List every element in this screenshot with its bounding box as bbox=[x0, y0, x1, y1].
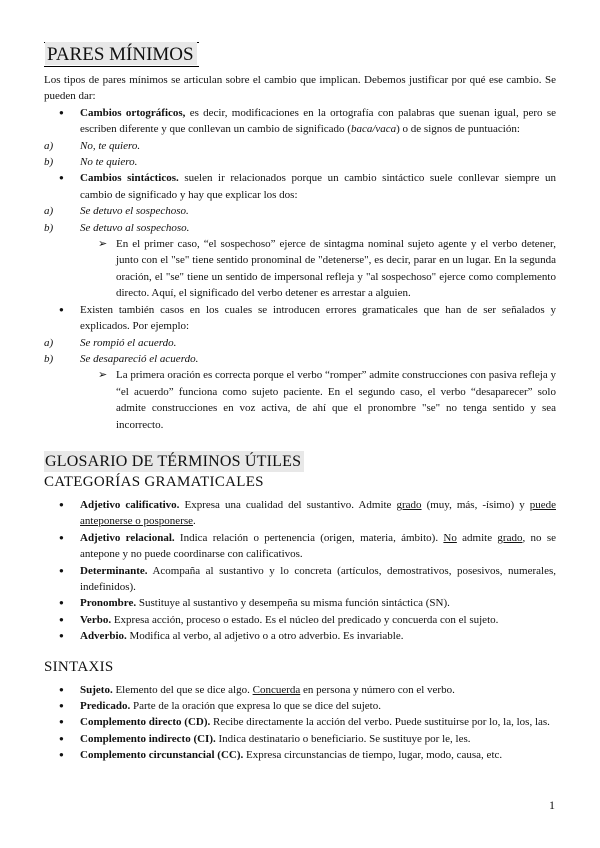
glossary-item-complemento-directo: ● Complemento directo (CD). Recibe directamente la acción del verbo. Puede sustituirse por lo, la, los, las. bbox=[44, 714, 556, 730]
bullet-cambios-sintacticos: ● Cambios sintácticos. suelen ir relacionados porque un cambio sintáctico suele conllevar siempre un cambio de significado y hay que explicar los dos: bbox=[44, 170, 556, 203]
example-item: b) No te quiero. bbox=[44, 156, 138, 169]
page-number: 1 bbox=[549, 798, 555, 812]
explanation-detener: ➢ En el primer caso, “el sospechoso” ejerce de sintagma nominal sujeto agente y el verbo detener, junto con el "se" tiene sentido pronominal de "detenerse", es decir, parar en un lugar. En la segunda oración, el "se" tiene un sentido de impersonal refleja y "al sospechoso" ejerce como complemento directo. Aquí, el significado del verbo detener es arrestar a alguien. bbox=[98, 238, 556, 300]
glossary-item-adjetivo-relacional: ● Adjetivo relacional. Indica relación o pertenencia (origen, materia, ámbito). No admite grado, no se antepone y no puede coordinarse con calificativos. bbox=[44, 530, 556, 563]
bullet-cambios-ortograficos: ● Cambios ortográficos, es decir, modificaciones en la ortografía con palabras que suenan igual, pero se escriben diferente y que conllevan un cambio de significado (baca/vaca) o de signos de puntuación: bbox=[44, 105, 556, 138]
section-glosario bbox=[44, 451, 556, 764]
document-page bbox=[44, 42, 556, 764]
example-item: a) No, te quiero. bbox=[44, 139, 141, 152]
example-item: a) Se detuvo el sospechoso. bbox=[44, 205, 189, 218]
glossary-item-complemento-circunstancial: ● Complemento circunstancial (CC). Expresa circunstancias de tiempo, lugar, modo, causa, etc. bbox=[44, 747, 556, 763]
arrow-icon: ➢ bbox=[98, 238, 108, 251]
intro-paragraph: Los tipos de pares mínimos se articulan sobre el cambio que implican. Debemos justificar por qué ese cambio. Se pueden dar: bbox=[44, 74, 556, 103]
section-title-pares-minimos: PARES MÍNIMOS bbox=[44, 42, 199, 67]
glossary-item-determinante: ● Determinante. Acompaña al sustantivo y lo concreta (artículos, demostrativos, posesivos, numerales, indefinidos). bbox=[44, 563, 556, 596]
example-item: b) Se desapareció el acuerdo. bbox=[44, 352, 199, 365]
glossary-item-predicado: ● Predicado. Parte de la oración que expresa lo que se dice del sujeto. bbox=[44, 698, 556, 714]
glossary-item-adverbio: ● Adverbio. Modifica al verbo, al adjetivo o a otro adverbio. Es invariable. bbox=[44, 628, 556, 644]
arrow-icon: ➢ bbox=[98, 369, 108, 382]
glossary-item-sujeto: ● Sujeto. Elemento del que se dice algo. Concuerda en persona y número con el verbo. bbox=[44, 682, 556, 698]
subsection-title-sintaxis: SINTAXIS bbox=[44, 658, 114, 675]
example-item: b) Se detuvo al sospechoso. bbox=[44, 221, 190, 234]
glossary-item-complemento-indirecto: ● Complemento indirecto (CI). Indica destinatario o beneficiario. Se sustituye por le, les. bbox=[44, 731, 556, 747]
subsection-title-categorias: CATEGORÍAS GRAMATICALES bbox=[44, 473, 264, 490]
section-pares-minimos bbox=[44, 42, 556, 433]
glossary-item-verbo: ● Verbo. Expresa acción, proceso o estado. Es el núcleo del predicado y concuerda con el sujeto. bbox=[44, 612, 556, 628]
bullet-errores-gramaticales: ● Existen también casos en los cuales se introducen errores gramaticales que han de ser señalados y explicados. Por ejemplo: bbox=[44, 302, 556, 335]
explanation-desaparecer: ➢ La primera oración es correcta porque el verbo “romper” admite construcciones con pasiva refleja y “el acuerdo” funciona como sujeto paciente. En el segundo caso, el verbo “desaparecer” solo admite construcciones en voz activa, de ahí que el pronombre "se" no tenga sentido y sea incorrecto. bbox=[98, 369, 556, 431]
glossary-item-pronombre: ● Pronombre. Sustituye al sustantivo y desempeña su misma función sintáctica (SN). bbox=[44, 595, 556, 611]
section-title-glosario: GLOSARIO DE TÉRMINOS ÚTILES bbox=[44, 451, 304, 472]
glossary-item-adjetivo-calificativo: ● Adjetivo calificativo. Expresa una cualidad del sustantivo. Admite grado (muy, más, -ísimo) y puede anteponerse o posponerse. bbox=[44, 497, 556, 530]
example-item: a) Se rompió el acuerdo. bbox=[44, 336, 177, 349]
